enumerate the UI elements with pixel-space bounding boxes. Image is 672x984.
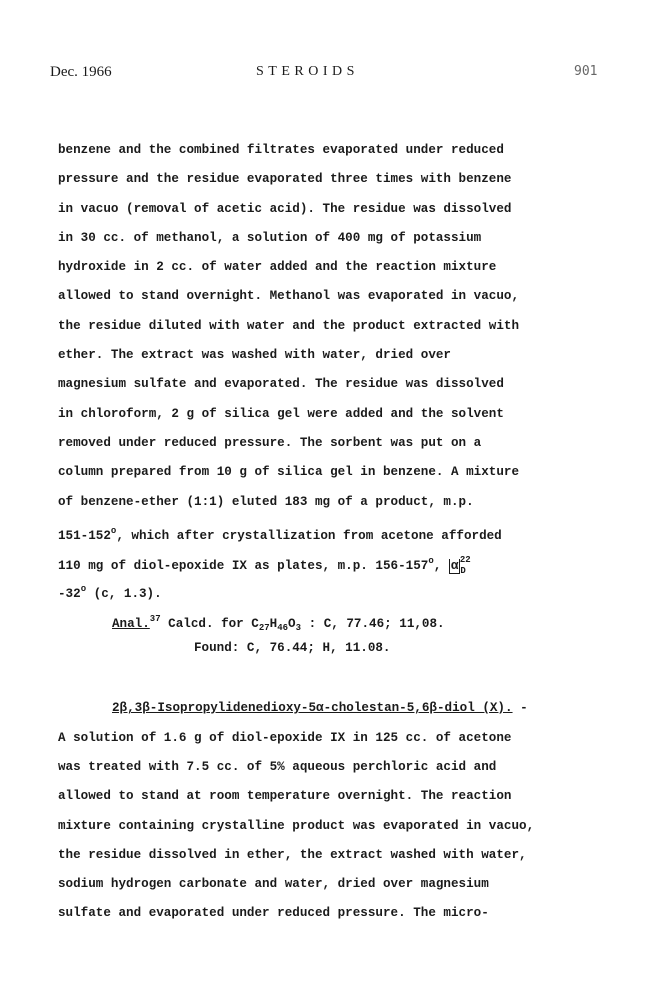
alpha-symbol: α: [450, 559, 459, 574]
journal-title: STEROIDS: [256, 64, 359, 79]
degree-sign: o: [80, 584, 87, 595]
page-number: 901: [574, 64, 598, 79]
line-text: 110 mg of diol-epoxide IX as plates, m.p. 156-157: [58, 559, 429, 574]
heading-dash: -: [512, 701, 528, 716]
rotation-superscript: 22: [459, 555, 471, 566]
text-line: in chloroform, 2 g of silica gel were added and the solvent: [58, 406, 504, 421]
analysis-calcd-line: [58, 605, 618, 634]
line-text: Calcd. for C: [160, 616, 259, 631]
degree-sign: o: [110, 525, 117, 536]
degree-sign: o: [428, 556, 434, 567]
running-header: [0, 64, 672, 84]
paragraph-compound-x: [58, 694, 618, 928]
text-line: was treated with 7.5 cc. of 5% aqueous perchloric acid and: [58, 759, 497, 774]
text-line: ether. The extract was washed with water, dried over: [58, 348, 451, 363]
text-line: removed under reduced pressure. The sorbent was put on a: [58, 435, 482, 450]
text-line: column prepared from 10 g of silica gel in benzene. A mixture: [58, 465, 520, 480]
line-text: 151-152: [58, 528, 111, 543]
text-line: [58, 517, 618, 546]
line-text: ,: [433, 559, 449, 574]
reference-marker: 37: [149, 613, 161, 624]
line-text: -32: [58, 587, 81, 602]
text-line: magnesium sulfate and evaporated. The residue was dissolved: [58, 377, 504, 392]
text-line: sodium hydrogen carbonate and water, dried over magnesium: [58, 877, 489, 892]
text-line: the residue diluted with water and the product extracted with: [58, 318, 520, 333]
line-text: (c, 1.3).: [86, 587, 162, 602]
text-line: in vacuo (removal of acetic acid). The residue was dissolved: [58, 201, 512, 216]
text-line: [58, 575, 618, 604]
text-line: mixture containing crystalline product was evaporated in vacuo,: [58, 818, 535, 833]
text-line: A solution of 1.6 g of diol-epoxide IX in 125 cc. of acetone: [58, 730, 512, 745]
text-line: allowed to stand overnight. Methanol was evaporated in vacuo,: [58, 289, 520, 304]
rotation-subscript: D: [460, 566, 466, 577]
text-line: allowed to stand at room temperature overnight. The reaction: [58, 789, 512, 804]
text-line: the residue dissolved in ether, the extract washed with water,: [58, 847, 527, 862]
compound-heading-line: [58, 694, 618, 723]
text-line: [58, 546, 618, 575]
formula-element: O: [288, 616, 296, 631]
text-line: sulfate and evaporated under reduced pressure. The micro-: [58, 906, 489, 921]
formula-subscript: 27: [258, 622, 270, 633]
paragraph-spacer: [58, 663, 618, 694]
formula-subscript: 46: [277, 622, 289, 633]
text-line: hydroxide in 2 cc. of water added and the reaction mixture: [58, 260, 497, 275]
line-text: , which after crystallization from acetone afforded: [116, 528, 502, 543]
compound-heading: 2β,3β-Isopropylidenedioxy-5α-cholestan-5,6β-diol (X).: [112, 701, 513, 716]
elemental-analysis: [58, 605, 618, 664]
formula-element: H: [269, 616, 278, 631]
text-line: benzene and the combined filtrates evaporated under reduced: [58, 143, 504, 157]
specific-rotation-bracket: [449, 559, 461, 574]
line-text: : C, 77.46; 11,08.: [301, 616, 445, 631]
analysis-found-line: Found: C, 76.44; H, 11.08.: [194, 641, 391, 656]
issue-date: Dec. 1966: [50, 64, 112, 80]
body-text: [58, 136, 618, 929]
text-line: of benzene-ether (1:1) eluted 183 mg of a product, m.p.: [58, 494, 474, 509]
paragraph-continued: [58, 136, 618, 605]
text-line: pressure and the residue evaporated three times with benzene: [58, 172, 512, 187]
analysis-label: Anal.: [112, 616, 150, 631]
text-line: in 30 cc. of methanol, a solution of 400 mg of potassium: [58, 230, 482, 245]
formula-subscript: 3: [295, 622, 302, 633]
